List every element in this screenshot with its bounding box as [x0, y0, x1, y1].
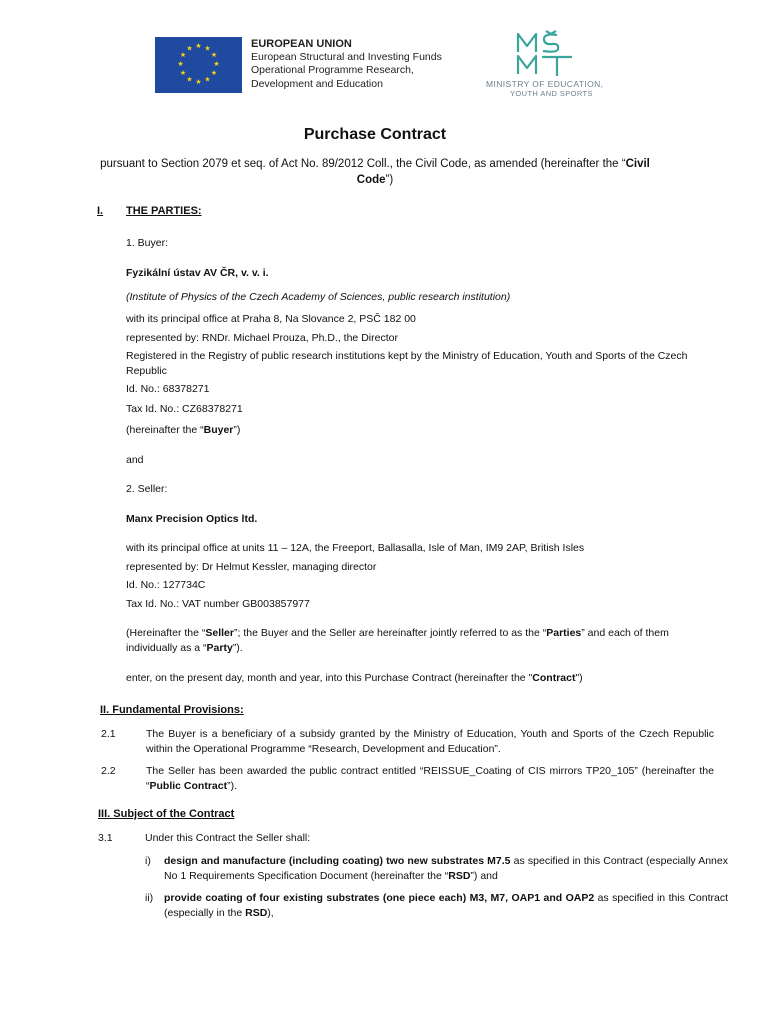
msmt-logo-text: MŠMT — [545, 78, 548, 79]
item-ii-body: as specified in this Contract (especially in the — [164, 892, 729, 919]
svg-text:★: ★ — [177, 60, 184, 68]
rsd-term-2: RSD — [245, 907, 268, 919]
seller-tax-id: Tax Id. No.: VAT number GB003857977 — [126, 598, 310, 610]
hereinafter-text-1: (Hereinafter the “ — [126, 627, 206, 639]
clause-3-1-number: 3.1 — [98, 832, 113, 844]
svg-text:★: ★ — [186, 44, 193, 53]
item-ii-close: ), — [267, 907, 274, 919]
enter-text: enter, on the present day, month and year, into this Purchase Contract (hereinafter the " — [126, 672, 533, 684]
item-i-close: ”) and — [470, 870, 498, 882]
buyer-representative: represented by: RNDr. Michael Prouza, Ph.D., the Director — [126, 332, 398, 344]
msmt-logo-caption — [486, 80, 626, 98]
public-contract-term: Public Contract — [149, 780, 228, 792]
seller-name: Manx Precision Optics ltd. — [126, 513, 258, 525]
buyer-term: Buyer — [203, 424, 234, 436]
eu-line-2: European Structural and Investing Funds — [251, 51, 442, 64]
msmt-line-1: MINISTRY OF EDUCATION, — [486, 79, 604, 89]
buyer-hereinafter-text: (hereinafter the “ — [126, 424, 204, 436]
msmt-emblem-icon — [515, 30, 575, 78]
eu-title: EUROPEAN UNION — [251, 38, 352, 50]
item-i-body: as specified in this Contract (especially Annex No 1 Requirements Specification Document (hereinafter the “ — [164, 855, 728, 882]
item-ii-number: ii) — [145, 892, 154, 904]
svg-text:★: ★ — [204, 75, 211, 84]
svg-text:★: ★ — [179, 51, 187, 59]
hereinafter-text-3: ” and each of them individually as a “ — [126, 627, 669, 654]
subtitle-text: pursuant to Section 2079 et seq. of Act No. 89/2012 Coll., the Civil Code, as amended (hereinafter the “ — [100, 158, 626, 170]
rsd-term: RSD — [448, 870, 471, 882]
eu-line-3: Operational Programme Research, — [251, 64, 414, 77]
svg-text:★: ★ — [210, 51, 218, 59]
svg-text:★: ★ — [213, 60, 220, 68]
seller-office: with its principal office at units 11 – 12A, the Freeport, Ballasalla, Isle of Man, IM9 2AP, British Isles — [126, 542, 585, 554]
buyer-label: 1. Buyer: — [126, 237, 169, 249]
clause-2-2-body: The Seller has been awarded the public contract entitled “REISSUE_Coating of CIS mirrors TP20_105” (hereinafter the “ — [146, 765, 714, 792]
parties-hereinafter — [126, 626, 716, 656]
eu-flag-logo — [155, 37, 242, 93]
svg-text:★: ★ — [204, 44, 211, 53]
party-term: Party — [206, 642, 233, 654]
svg-text:★: ★ — [210, 69, 218, 77]
eu-logo-text — [251, 38, 442, 91]
msmt-line-2: YOUTH AND SPORTS — [510, 89, 593, 98]
buyer-hereinafter — [126, 423, 240, 438]
clause-2-1-text: The Buyer is a beneficiary of a subsidy granted by the Ministry of Education, Youth and Sports of the Czech Republic within the Operational Programme “Research, Development and Education”. — [146, 728, 714, 755]
seller-representative: represented by: Dr Helmut Kessler, managing director — [126, 561, 377, 573]
buyer-hereinafter-close: ”) — [233, 424, 241, 436]
item-i-text — [164, 854, 728, 884]
clause-2-2-close: ”). — [227, 780, 238, 792]
clause-2-1-number: 2.1 — [101, 728, 116, 740]
buyer-registry: Registered in the Registry of public research institutions kept by the Ministry of Education, Youth and Sports of the Czech Republic — [126, 350, 688, 377]
clause-2-2-text — [146, 764, 714, 794]
parties-term: Parties — [546, 627, 582, 639]
clause-2-2-number: 2.2 — [101, 765, 116, 777]
subtitle-close: ”) — [385, 174, 394, 186]
buyer-name-english: (Institute of Physics of the Czech Academy of Sciences, public research institution) — [126, 291, 511, 303]
clause-3-1-text: Under this Contract the Seller shall: — [145, 832, 311, 844]
section-1-number: I. — [97, 205, 104, 217]
svg-text:★: ★ — [186, 75, 193, 84]
section-1-heading: THE PARTIES: — [126, 205, 202, 217]
svg-text:★: ★ — [195, 78, 202, 86]
buyer-id: Id. No.: 68378271 — [126, 383, 210, 395]
buyer-name: Fyzikální ústav AV ČR, v. v. i. — [126, 267, 269, 279]
seller-term: Seller — [205, 627, 234, 639]
document-title: Purchase Contract — [303, 126, 447, 143]
eu-stars-icon — [155, 37, 242, 93]
document-subtitle — [100, 156, 650, 188]
hereinafter-text-2: ”; the Buyer and the Seller are hereinafter jointly referred to as the “ — [233, 627, 547, 639]
enter-statement — [126, 671, 583, 686]
svg-text:★: ★ — [195, 42, 202, 50]
section-3-heading: III. Subject of the Contract — [98, 808, 235, 820]
enter-close: ") — [575, 672, 583, 684]
item-ii-bold: provide coating of four existing substrates (one piece each) M3, M7, OAP1 and OAP2 — [164, 892, 595, 904]
eu-line-4: Development and Education — [251, 77, 383, 90]
hereinafter-text-4: ”). — [232, 642, 243, 654]
buyer-office: with its principal office at Praha 8, Na Slovance 2, PSČ 182 00 — [126, 313, 416, 325]
item-i-bold: design and manufacture (including coating) two new substrates M7.5 — [164, 855, 511, 867]
contract-term: Contract — [532, 672, 576, 684]
section-2-heading: II. Fundamental Provisions: — [100, 704, 244, 716]
svg-text:★: ★ — [179, 69, 187, 77]
seller-id: Id. No.: 127734C — [126, 579, 206, 591]
item-i-number: i) — [145, 855, 151, 867]
buyer-tax-id: Tax Id. No.: CZ68378271 — [126, 403, 243, 415]
subtitle-civil-code: Civil Code — [356, 158, 650, 186]
seller-label: 2. Seller: — [126, 483, 168, 495]
msmt-logo — [515, 30, 575, 78]
and-text: and — [126, 454, 144, 466]
item-ii-text — [164, 891, 728, 921]
